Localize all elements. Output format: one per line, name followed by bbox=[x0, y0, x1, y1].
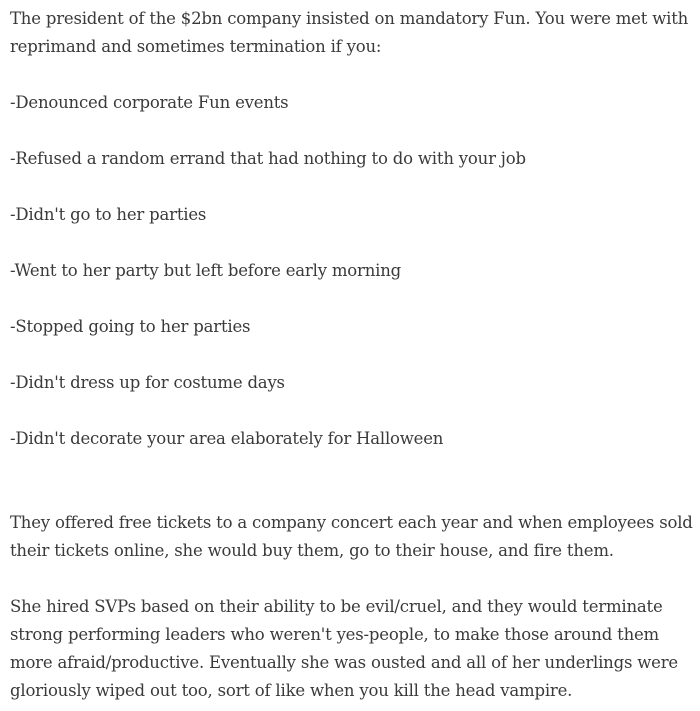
spacer bbox=[10, 565, 698, 593]
list-item: -Didn't go to her parties bbox=[10, 205, 207, 224]
list-item: -Didn't dress up for costume days bbox=[10, 373, 285, 392]
spacer bbox=[10, 285, 698, 313]
list-item: -Went to her party but left before early morning bbox=[10, 261, 402, 280]
tickets-paragraph: They offered free tickets to a company concert each year and when employees sold their tickets online, she would buy them, go to their house, and fire them. bbox=[10, 513, 693, 560]
spacer bbox=[10, 117, 698, 145]
list-item: -Refused a random errand that had nothing to do with your job bbox=[10, 149, 526, 168]
spacer bbox=[10, 61, 698, 89]
spacer bbox=[10, 341, 698, 369]
intro-paragraph: The president of the $2bn company insisted on mandatory Fun. You were met with reprimand and sometimes termination if you: bbox=[10, 9, 689, 56]
spacer bbox=[10, 229, 698, 257]
svps-paragraph: She hired SVPs based on their ability to be evil/cruel, and they would terminate strong performing leaders who weren't yes-people, to make those around them more afraid/productive. Eventually she was ousted and all of her underlings were gloriously wiped out too, sort of like when you kill the head vampire. bbox=[10, 597, 679, 700]
list-item: -Didn't decorate your area elaborately for Halloween bbox=[10, 429, 444, 448]
spacer bbox=[10, 173, 698, 201]
spacer bbox=[10, 397, 698, 425]
post-body bbox=[10, 5, 698, 705]
list-item: -Denounced corporate Fun events bbox=[10, 93, 289, 112]
spacer bbox=[10, 453, 698, 509]
list-item: -Stopped going to her parties bbox=[10, 317, 251, 336]
